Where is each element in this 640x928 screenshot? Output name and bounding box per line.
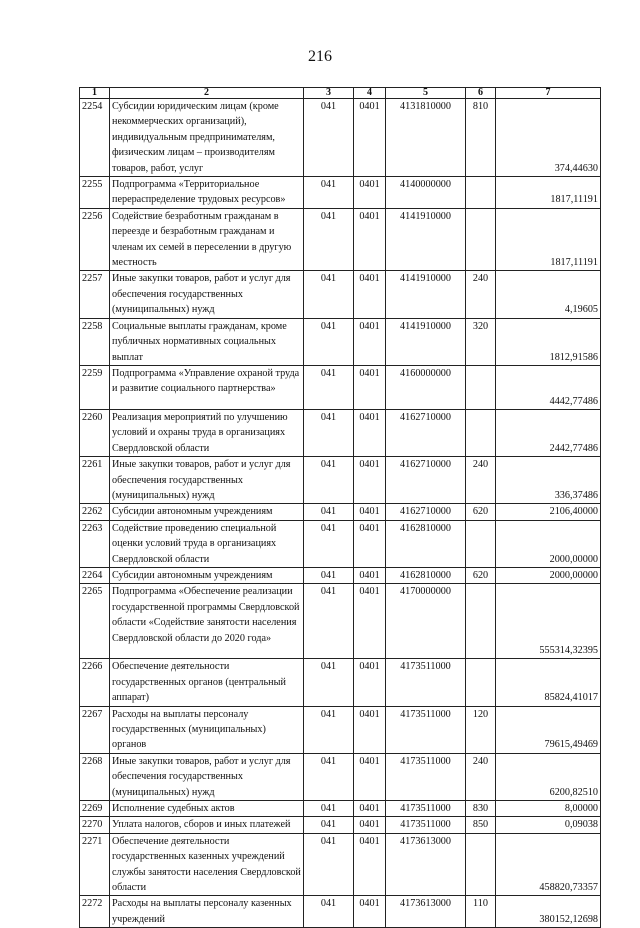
table-row xyxy=(80,99,601,177)
row-number-cell: 2259 xyxy=(80,365,110,409)
description-cell: Реализация мероприятий по улучшению условий и охраны труда в организациях Свердловской области xyxy=(110,409,304,456)
row-number-cell: 2268 xyxy=(80,753,110,800)
section-code-cell: 0401 xyxy=(354,567,386,583)
target-article-cell: 4170000000 xyxy=(386,584,466,659)
column-header: 7 xyxy=(496,88,601,99)
section-code-cell: 0401 xyxy=(354,659,386,706)
ministry-code-cell: 041 xyxy=(304,99,354,177)
target-article-cell: 4162710000 xyxy=(386,457,466,504)
table-row xyxy=(80,177,601,209)
table-row xyxy=(80,817,601,833)
amount-cell: 79615,49469 xyxy=(496,706,601,753)
description-cell: Исполнение судебных актов xyxy=(110,801,304,817)
amount-cell: 1817,11191 xyxy=(496,208,601,271)
amount-cell: 1812,91586 xyxy=(496,318,601,365)
column-header: 3 xyxy=(304,88,354,99)
amount-cell: 4,19605 xyxy=(496,271,601,318)
target-article-cell: 4173613000 xyxy=(386,833,466,896)
ministry-code-cell: 041 xyxy=(304,504,354,520)
table-row xyxy=(80,520,601,567)
section-code-cell: 0401 xyxy=(354,817,386,833)
row-number-cell: 2271 xyxy=(80,833,110,896)
description-cell: Иные закупки товаров, работ и услуг для обеспечения государственных (муниципальных) нужд xyxy=(110,271,304,318)
amount-cell: 1817,11191 xyxy=(496,177,601,209)
expense-type-cell xyxy=(466,659,496,706)
table-row xyxy=(80,409,601,456)
target-article-cell: 4141910000 xyxy=(386,208,466,271)
expense-type-cell: 620 xyxy=(466,567,496,583)
description-cell: Подпрограмма «Территориальное перераспределение трудовых ресурсов» xyxy=(110,177,304,209)
ministry-code-cell: 041 xyxy=(304,177,354,209)
amount-cell: 6200,82510 xyxy=(496,753,601,800)
description-cell: Подпрограмма «Управление охраной труда и развитие социального партнерства» xyxy=(110,365,304,409)
table-row xyxy=(80,706,601,753)
description-cell: Субсидии автономным учреждениям xyxy=(110,504,304,520)
section-code-cell: 0401 xyxy=(354,520,386,567)
row-number-cell: 2256 xyxy=(80,208,110,271)
section-code-cell: 0401 xyxy=(354,365,386,409)
target-article-cell: 4173511000 xyxy=(386,753,466,800)
ministry-code-cell: 041 xyxy=(304,706,354,753)
description-cell: Подпрограмма «Обеспечение реализации государственной программы Свердловской области «Содействие занятости населения Свердловской области до 2020 года» xyxy=(110,584,304,659)
target-article-cell: 4162710000 xyxy=(386,504,466,520)
table-row xyxy=(80,318,601,365)
target-article-cell: 4131810000 xyxy=(386,99,466,177)
row-number-cell: 2258 xyxy=(80,318,110,365)
row-number-cell: 2263 xyxy=(80,520,110,567)
expense-type-cell xyxy=(466,365,496,409)
expense-type-cell xyxy=(466,584,496,659)
amount-cell: 2442,77486 xyxy=(496,409,601,456)
amount-cell: 458820,73357 xyxy=(496,833,601,896)
section-code-cell: 0401 xyxy=(354,833,386,896)
page-number: 216 xyxy=(308,48,332,65)
budget-table xyxy=(79,87,601,928)
target-article-cell: 4173613000 xyxy=(386,896,466,928)
ministry-code-cell: 041 xyxy=(304,817,354,833)
row-number-cell: 2272 xyxy=(80,896,110,928)
description-cell: Обеспечение деятельности государственных казенных учреждений службы занятости населения Свердловской области xyxy=(110,833,304,896)
table-row xyxy=(80,457,601,504)
expense-type-cell: 850 xyxy=(466,817,496,833)
column-header: 5 xyxy=(386,88,466,99)
expense-type-cell: 240 xyxy=(466,753,496,800)
section-code-cell: 0401 xyxy=(354,271,386,318)
table-row xyxy=(80,504,601,520)
ministry-code-cell: 041 xyxy=(304,801,354,817)
amount-cell: 2000,00000 xyxy=(496,567,601,583)
row-number-cell: 2269 xyxy=(80,801,110,817)
amount-cell: 336,37486 xyxy=(496,457,601,504)
expense-type-cell xyxy=(466,177,496,209)
ministry-code-cell: 041 xyxy=(304,409,354,456)
section-code-cell: 0401 xyxy=(354,504,386,520)
target-article-cell: 4173511000 xyxy=(386,706,466,753)
section-code-cell: 0401 xyxy=(354,318,386,365)
description-cell: Уплата налогов, сборов и иных платежей xyxy=(110,817,304,833)
expense-type-cell: 620 xyxy=(466,504,496,520)
description-cell: Расходы на выплаты персоналу государственных (муниципальных) органов xyxy=(110,706,304,753)
section-code-cell: 0401 xyxy=(354,753,386,800)
row-number-cell: 2257 xyxy=(80,271,110,318)
description-cell: Содействие безработным гражданам в переезде и безработным гражданам и членам их семей в переселении в другую местность xyxy=(110,208,304,271)
section-code-cell: 0401 xyxy=(354,706,386,753)
table-row xyxy=(80,801,601,817)
table-row xyxy=(80,584,601,659)
ministry-code-cell: 041 xyxy=(304,659,354,706)
description-cell: Обеспечение деятельности государственных органов (центральный аппарат) xyxy=(110,659,304,706)
row-number-cell: 2270 xyxy=(80,817,110,833)
description-cell: Иные закупки товаров, работ и услуг для обеспечения государственных (муниципальных) нужд xyxy=(110,753,304,800)
table-row xyxy=(80,271,601,318)
column-header: 4 xyxy=(354,88,386,99)
column-header: 1 xyxy=(80,88,110,99)
target-article-cell: 4141910000 xyxy=(386,318,466,365)
description-cell: Расходы на выплаты персоналу казенных учреждений xyxy=(110,896,304,928)
row-number-cell: 2255 xyxy=(80,177,110,209)
description-cell: Субсидии юридическим лицам (кроме некоммерческих организаций), индивидуальным предпринимателям, физическим лицам – производителям товаров, работ, услуг xyxy=(110,99,304,177)
target-article-cell: 4141910000 xyxy=(386,271,466,318)
section-code-cell: 0401 xyxy=(354,409,386,456)
target-article-cell: 4162810000 xyxy=(386,520,466,567)
target-article-cell: 4162810000 xyxy=(386,567,466,583)
section-code-cell: 0401 xyxy=(354,896,386,928)
target-article-cell: 4173511000 xyxy=(386,817,466,833)
amount-cell: 2000,00000 xyxy=(496,520,601,567)
table-row xyxy=(80,208,601,271)
target-article-cell: 4173511000 xyxy=(386,801,466,817)
ministry-code-cell: 041 xyxy=(304,457,354,504)
ministry-code-cell: 041 xyxy=(304,753,354,800)
amount-cell: 8,00000 xyxy=(496,801,601,817)
expense-type-cell: 110 xyxy=(466,896,496,928)
table-row xyxy=(80,896,601,928)
expense-type-cell xyxy=(466,208,496,271)
ministry-code-cell: 041 xyxy=(304,567,354,583)
table-row xyxy=(80,567,601,583)
amount-cell: 4442,77486 xyxy=(496,365,601,409)
target-article-cell: 4162710000 xyxy=(386,409,466,456)
table-row xyxy=(80,753,601,800)
column-header: 6 xyxy=(466,88,496,99)
expense-type-cell xyxy=(466,409,496,456)
row-number-cell: 2265 xyxy=(80,584,110,659)
row-number-cell: 2262 xyxy=(80,504,110,520)
amount-cell: 0,09038 xyxy=(496,817,601,833)
amount-cell: 85824,41017 xyxy=(496,659,601,706)
amount-cell: 380152,12698 xyxy=(496,896,601,928)
section-code-cell: 0401 xyxy=(354,177,386,209)
table-row xyxy=(80,365,601,409)
amount-cell: 555314,32395 xyxy=(496,584,601,659)
ministry-code-cell: 041 xyxy=(304,271,354,318)
section-code-cell: 0401 xyxy=(354,584,386,659)
description-cell: Содействие проведению специальной оценки условий труда в организациях Свердловской области xyxy=(110,520,304,567)
expense-type-cell: 830 xyxy=(466,801,496,817)
row-number-cell: 2261 xyxy=(80,457,110,504)
table-row xyxy=(80,659,601,706)
amount-cell: 374,44630 xyxy=(496,99,601,177)
section-code-cell: 0401 xyxy=(354,99,386,177)
expense-type-cell: 240 xyxy=(466,271,496,318)
row-number-cell: 2260 xyxy=(80,409,110,456)
expense-type-cell xyxy=(466,833,496,896)
ministry-code-cell: 041 xyxy=(304,318,354,365)
ministry-code-cell: 041 xyxy=(304,208,354,271)
column-header: 2 xyxy=(110,88,304,99)
ministry-code-cell: 041 xyxy=(304,896,354,928)
ministry-code-cell: 041 xyxy=(304,365,354,409)
section-code-cell: 0401 xyxy=(354,801,386,817)
description-cell: Социальные выплаты гражданам, кроме публичных нормативных социальных выплат xyxy=(110,318,304,365)
target-article-cell: 4140000000 xyxy=(386,177,466,209)
ministry-code-cell: 041 xyxy=(304,584,354,659)
row-number-cell: 2266 xyxy=(80,659,110,706)
expense-type-cell xyxy=(466,520,496,567)
table-row xyxy=(80,833,601,896)
row-number-cell: 2254 xyxy=(80,99,110,177)
target-article-cell: 4173511000 xyxy=(386,659,466,706)
description-cell: Субсидии автономным учреждениям xyxy=(110,567,304,583)
expense-type-cell: 810 xyxy=(466,99,496,177)
table-header-row xyxy=(80,88,601,99)
row-number-cell: 2264 xyxy=(80,567,110,583)
section-code-cell: 0401 xyxy=(354,208,386,271)
amount-cell: 2106,40000 xyxy=(496,504,601,520)
description-cell: Иные закупки товаров, работ и услуг для обеспечения государственных (муниципальных) нужд xyxy=(110,457,304,504)
ministry-code-cell: 041 xyxy=(304,520,354,567)
row-number-cell: 2267 xyxy=(80,706,110,753)
expense-type-cell: 240 xyxy=(466,457,496,504)
expense-type-cell: 120 xyxy=(466,706,496,753)
expense-type-cell: 320 xyxy=(466,318,496,365)
target-article-cell: 4160000000 xyxy=(386,365,466,409)
ministry-code-cell: 041 xyxy=(304,833,354,896)
section-code-cell: 0401 xyxy=(354,457,386,504)
